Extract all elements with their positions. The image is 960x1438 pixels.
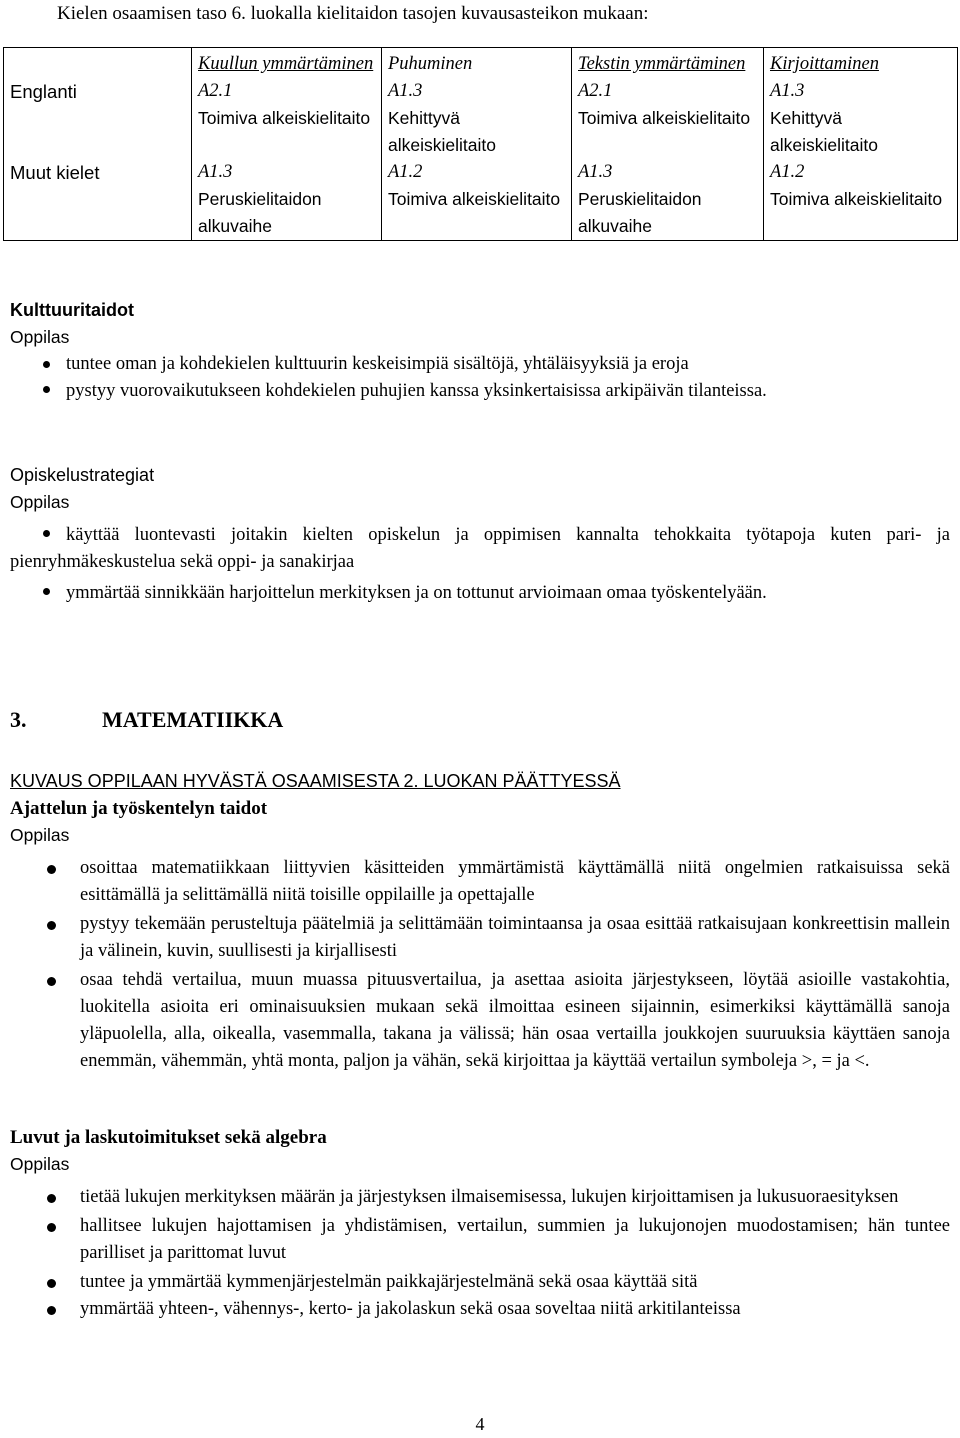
chapter-number: 3.	[10, 707, 27, 732]
table-cell: A1.2 Toimiva alkeiskielitaito	[764, 159, 958, 241]
table-cell: A2.1 Toimiva alkeiskielitaito	[192, 78, 382, 159]
table-cell: A2.1 Toimiva alkeiskielitaito	[572, 78, 764, 159]
list-item: käyttää luontevasti joitakin kielten opiskelun ja oppimisen kannalta tehokkaita työtapoja kuten pari- ja pienryhmäkeskustelua sekä oppi- ja sanakirjaa	[10, 525, 950, 572]
oppilas-label: Oppilas	[10, 492, 70, 512]
list-item: tuntee ja ymmärtää kymmenjärjestelmän paikkajärjestelmänä sekä osaa käyttää sitä	[10, 1269, 950, 1296]
bullet-list	[10, 1184, 950, 1323]
table-cell: A1.3 Kehittyvä alkeiskielitaito	[382, 78, 572, 159]
section-title: Luvut ja laskutoimitukset sekä algebra	[10, 1127, 327, 1148]
bullet-list	[10, 855, 950, 1075]
section-title: Ajattelun ja työskentelyn taidot	[10, 798, 268, 819]
table-header-row	[4, 48, 958, 79]
section-title: Opiskelustrategiat	[10, 465, 155, 485]
intro-text: Kielen osaamisen taso 6. luokalla kielitaidon tasojen kuvausasteikon mukaan:	[57, 3, 649, 24]
list-item: pystyy tekemään perusteltuja päätelmiä ja selittämään toimintaansa ja osaa esittää ratkaisujaan konkreettisin mallein ja välinein, kuvin, suullisesti ja kirjallisesti	[10, 911, 950, 965]
list-item: hallitsee lukujen hajottamisen ja yhdistämisen, vertailun, summien ja lukujonojen muodostamisen; hän tuntee parilliset ja parittomat luvut	[10, 1213, 950, 1267]
page-number: 4	[475, 1414, 485, 1434]
section-kulttuuritaidot	[10, 297, 950, 405]
table-row	[4, 159, 958, 241]
table-cell: A1.2 Toimiva alkeiskielitaito	[382, 159, 572, 241]
header-kirjoittaminen: Kirjoittaminen	[764, 48, 958, 79]
lang-muut-kielet: Muut kielet	[4, 159, 192, 241]
list-item: osaa tehdä vertailua, muun muassa pituusvertailua, ja asettaa asioita järjestykseen, löytää asioille vastakohtia, luokitella asioita eri ominaisuuksien mukaan sekä ilmoittaa esineen sijainnin, esimerkiksi käyttämällä sanoja yläpuolella, alla, oikealla, vasemmalla, takana ja välissä; hän osaa vertailla joukkojen suuruuksia käyttäen sanoja enemmän, vähemmän, yhtä monta, paljon ja vähän, sekä kirjoittaa ja käyttää vertailun symboleja >, = ja <.	[10, 967, 950, 1075]
section-opiskelustrategiat	[10, 462, 950, 607]
section-title: Kulttuuritaidot	[10, 300, 134, 320]
oppilas-label: Oppilas	[10, 825, 70, 845]
section-luvut	[10, 1124, 950, 1323]
table-cell: A1.3 Kehittyvä alkeiskielitaito	[764, 78, 958, 159]
table-corner-cell	[4, 48, 192, 79]
header-tekstin: Tekstin ymmärtäminen	[572, 48, 764, 79]
header-puhuminen: Puhuminen	[382, 48, 572, 79]
oppilas-label: Oppilas	[10, 1154, 70, 1174]
table-cell: A1.3 Peruskielitaidon alkuvaihe	[572, 159, 764, 241]
chapter-heading	[10, 706, 283, 734]
chapter-title: MATEMATIIKKA	[102, 707, 284, 732]
section-ajattelu	[10, 795, 950, 1075]
table-cell: A1.3 Peruskielitaidon alkuvaihe	[192, 159, 382, 241]
oppilas-label: Oppilas	[10, 327, 70, 347]
list-item: ymmärtää sinnikkään harjoittelun merkityksen ja on tottunut arvioimaan omaa työskentelyään.	[66, 583, 767, 603]
table-row	[4, 78, 958, 159]
header-kuullun: Kuullun ymmärtäminen	[192, 48, 382, 79]
list-item: pystyy vuorovaikutukseen kohdekielen puhujien kanssa yksinkertaisissa arkipäivän tilanteissa.	[66, 381, 767, 401]
language-level-table	[3, 47, 958, 241]
lang-englanti: Englanti	[4, 78, 192, 159]
list-item: ymmärtää yhteen-, vähennys-, kerto- ja jakolaskun sekä osaa soveltaa niitä arkitilanteissa	[10, 1296, 950, 1323]
kuvaus-heading: KUVAUS OPPILAAN HYVÄSTÄ OSAAMISESTA 2. LUOKAN PÄÄTTYESSÄ	[10, 771, 621, 791]
list-item: tuntee oman ja kohdekielen kulttuurin keskeisimpiä sisältöjä, yhtäläisyyksiä ja eroja	[10, 351, 950, 378]
list-item: tietää lukujen merkityksen määrän ja järjestyksen ilmaisemisessa, lukujen kirjoittamisen ja lukusuoraesityksen	[10, 1184, 950, 1211]
list-item: osoittaa matematiikkaan liittyvien käsitteiden ymmärtämistä käyttämällä niitä ongelmien ratkaisuissa sekä esittämällä ja selittämällä niitä toisille oppilaille ja opettajalle	[10, 855, 950, 909]
bullet-list	[10, 351, 950, 378]
